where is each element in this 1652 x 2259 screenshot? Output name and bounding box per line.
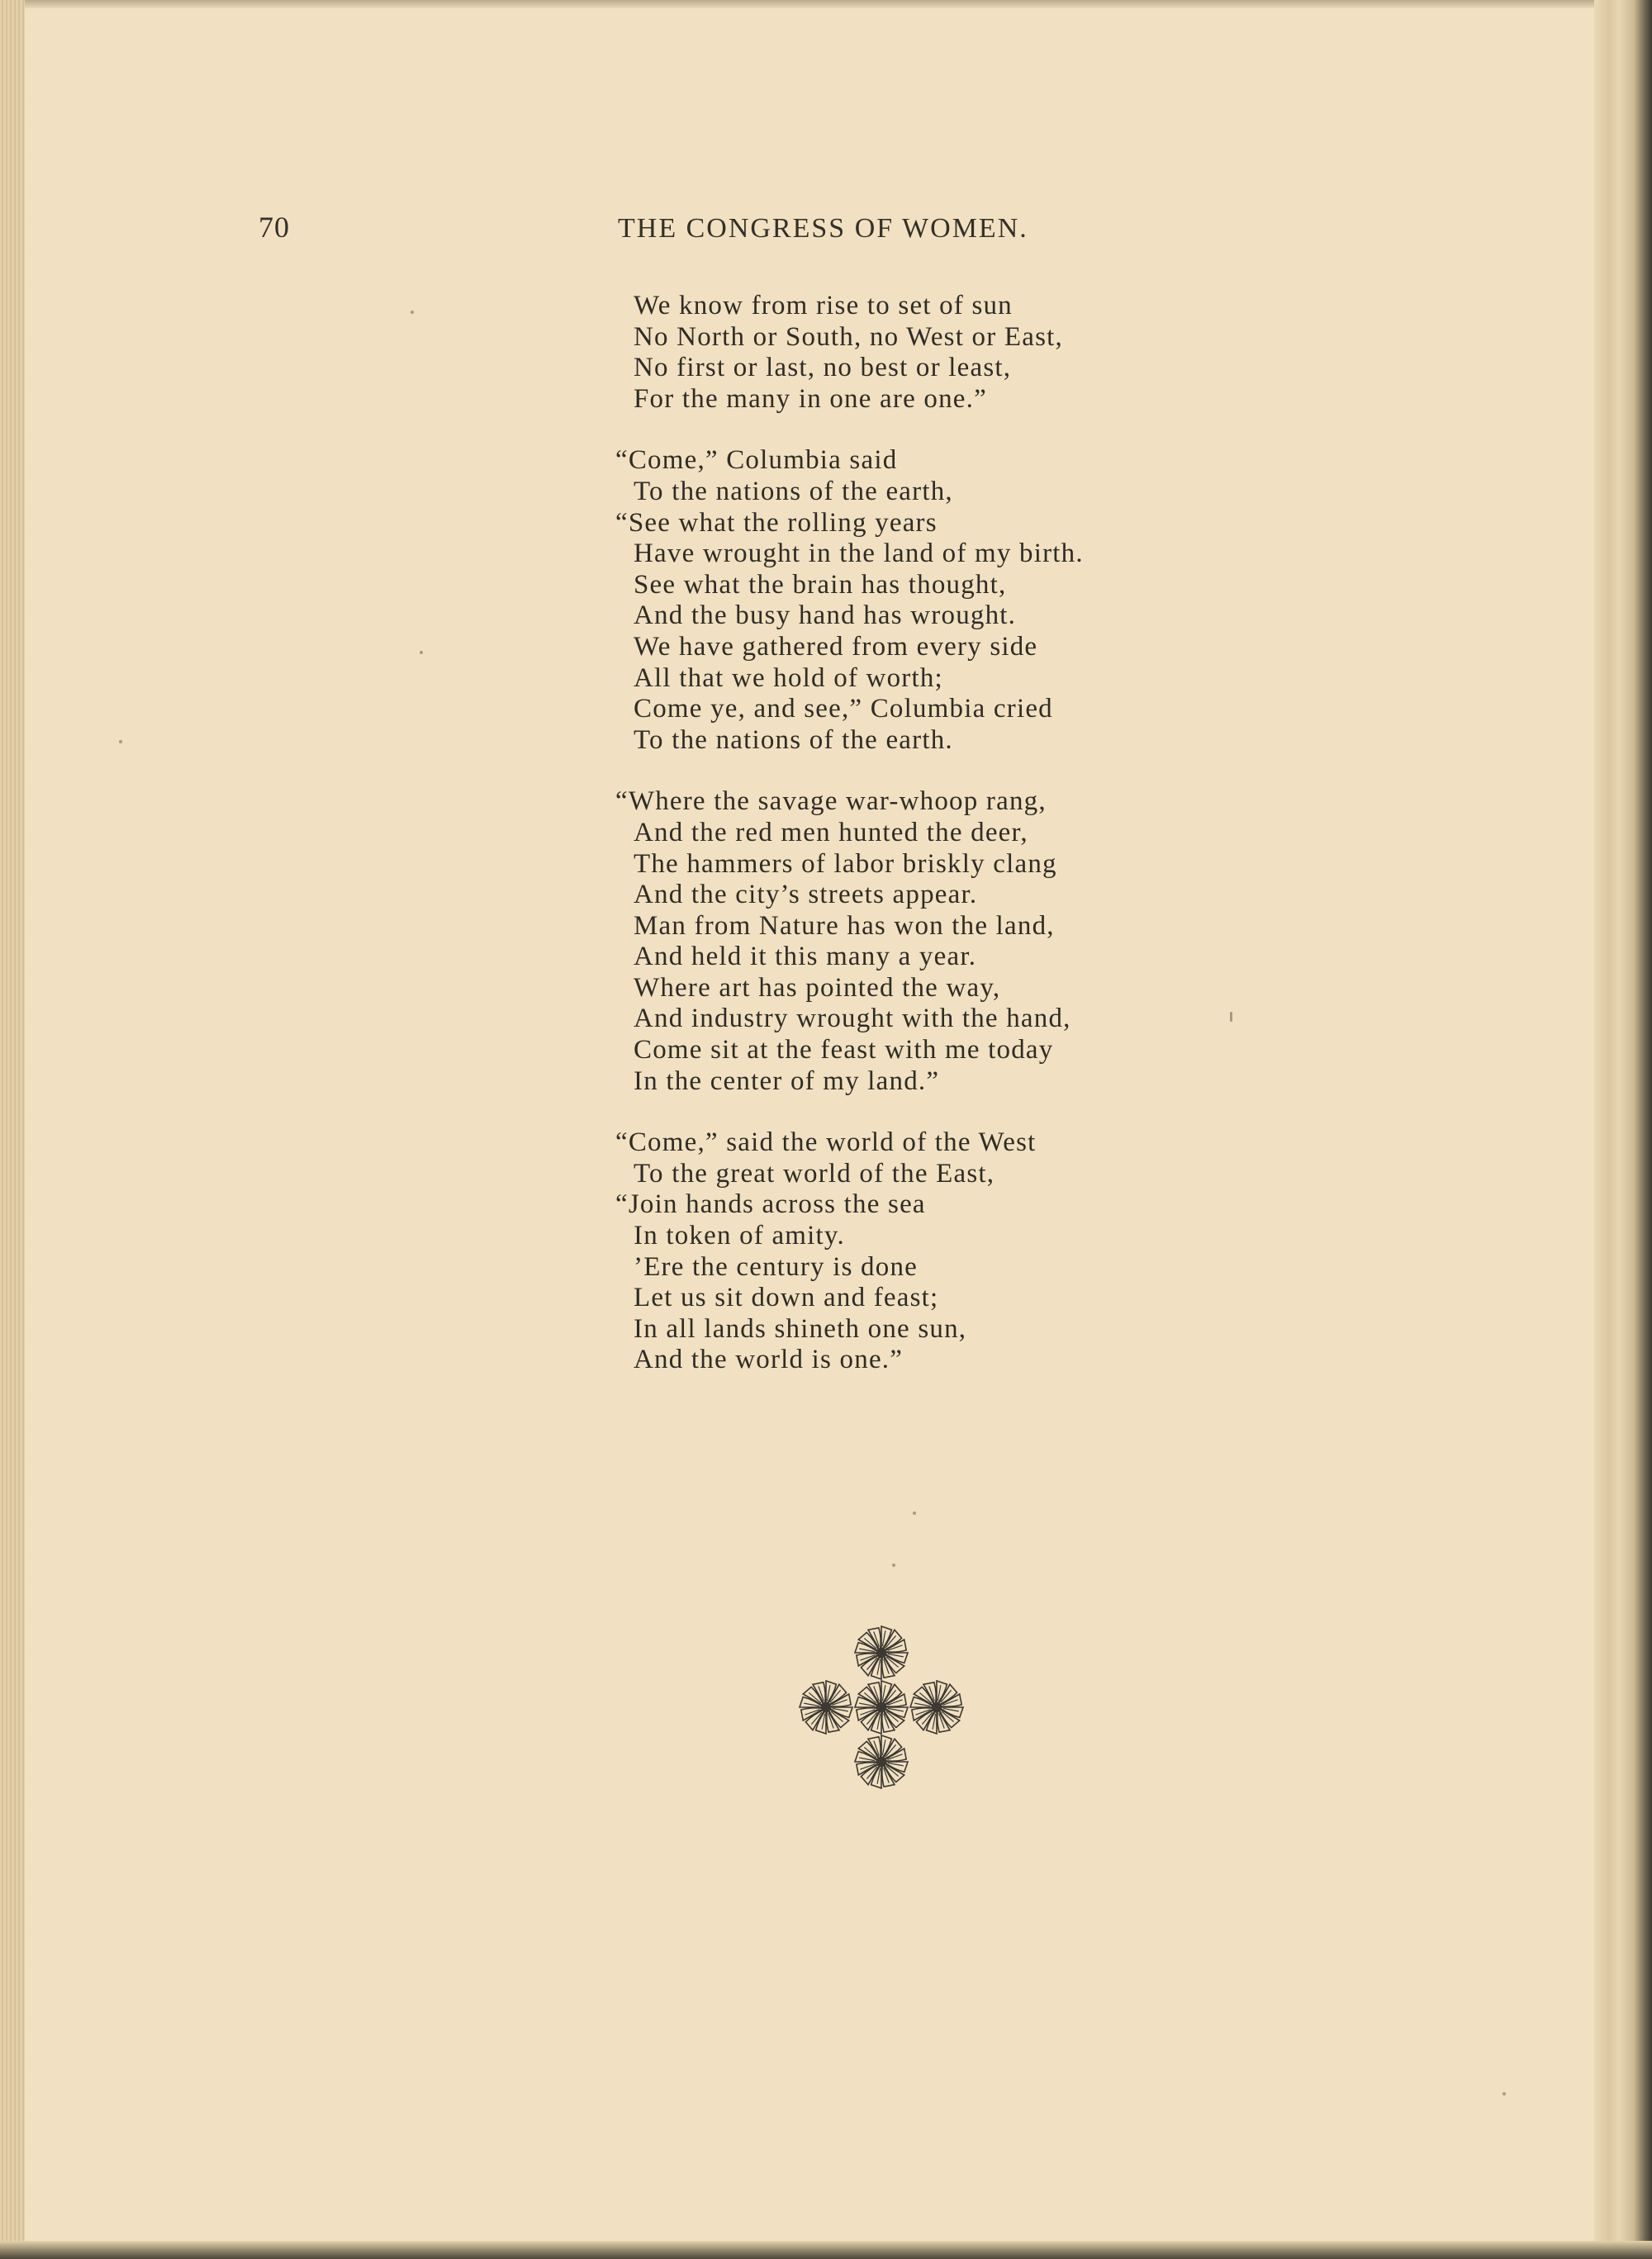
poem-line: “Where the savage war-whoop rang, (615, 786, 1047, 817)
poem-line: And the city’s streets appear. (634, 880, 978, 910)
poem-body (615, 291, 1243, 1407)
poem-line: ’Ere the century is done (634, 1251, 919, 1282)
poem-line: The hammers of labor briskly clang (634, 848, 1057, 879)
running-title: THE CONGRESS OF WOMEN. (618, 213, 1028, 244)
rosette (855, 1735, 908, 1788)
paper-speck (913, 1512, 916, 1515)
pinwheel-rosette-cross-icon (797, 1623, 966, 1792)
paper-speck (892, 1564, 895, 1567)
poem-line: No North or South, no West or East, (634, 321, 1063, 352)
poem-line: “See what the rolling years (615, 507, 938, 538)
poem-line: To the nations of the earth, (634, 476, 953, 506)
rosette (910, 1681, 963, 1734)
poem-line: For the many in one are one.” (634, 383, 987, 414)
paper-speck (1502, 2092, 1506, 2095)
page-bottom-edge (0, 2241, 1652, 2259)
poem-line: Man from Nature has won the land, (634, 910, 1055, 941)
poem-line: We have gathered from every side (634, 631, 1038, 662)
paper-speck (420, 651, 423, 654)
rosette (800, 1681, 852, 1734)
poem-stanza (615, 291, 1243, 415)
poem-line: To the great world of the East, (634, 1158, 995, 1189)
paper-speck (119, 740, 122, 743)
paper-speck (1230, 1012, 1232, 1022)
poem-line: To the nations of the earth. (634, 724, 953, 755)
poem-line: And the busy hand has wrought. (634, 600, 1017, 631)
poem-line: In token of amity. (634, 1221, 845, 1251)
poem-line: Have wrought in the land of my birth. (634, 539, 1084, 569)
poem-line: And held it this many a year. (634, 942, 977, 972)
page-top-edge (0, 0, 1652, 8)
poem-line: And the red men hunted the deer, (634, 817, 1028, 847)
poem-line: We know from rise to set of sun (634, 291, 1013, 320)
poem-line: In all lands shineth one sun, (634, 1313, 967, 1344)
poem-stanza (615, 786, 1243, 1097)
poem-line: Where art has pointed the way, (634, 972, 1001, 1003)
paper-speck (411, 311, 414, 314)
poem-line: All that we hold of worth; (634, 662, 943, 693)
page-left-edge (0, 0, 25, 2259)
poem-line: “Come,” Columbia said (615, 445, 898, 476)
poem-line: In the center of my land.” (634, 1065, 940, 1096)
page-binding-gutter (1594, 0, 1652, 2259)
poem-stanza (615, 445, 1243, 756)
poem-line: Come ye, and see,” Columbia cried (634, 694, 1053, 724)
poem-line: See what the brain has thought, (634, 569, 1007, 600)
poem-line: Let us sit down and feast; (634, 1283, 939, 1313)
page-number: 70 (259, 211, 290, 244)
poem-line: And the world is one.” (634, 1345, 904, 1375)
poem-line: Come sit at the feast with me today (634, 1035, 1054, 1065)
rosette (855, 1626, 908, 1679)
poem-line: No first or last, no best or least, (634, 353, 1012, 383)
rosette (855, 1681, 908, 1734)
poem-line: “Join hands across the sea (615, 1189, 926, 1220)
poem-line: “Come,” said the world of the West (615, 1127, 1037, 1158)
poem-line: And industry wrought with the hand, (634, 1004, 1071, 1034)
poem-stanza (615, 1127, 1243, 1376)
